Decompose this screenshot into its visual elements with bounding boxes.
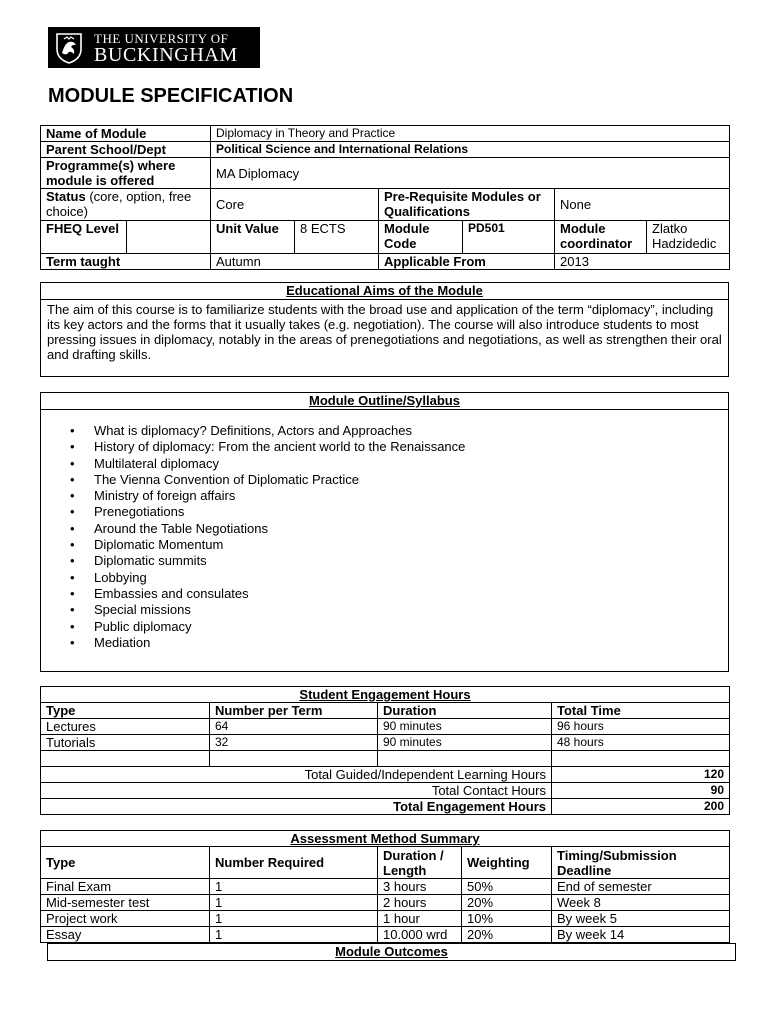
- outcomes-heading: Module Outcomes: [335, 944, 448, 959]
- syllabus-item: • Lobbying: [70, 570, 728, 586]
- assessment-header: Weighting: [462, 847, 552, 879]
- status-label-rest: (core, option, free choice): [46, 189, 192, 219]
- assessment-heading: Assessment Method Summary: [41, 831, 730, 847]
- module-info-table: [40, 125, 730, 270]
- table-row: [41, 751, 730, 767]
- assessment-cell: Week 8: [552, 895, 730, 911]
- engagement-cell: 48 hours: [552, 735, 730, 751]
- table-row: [41, 735, 730, 751]
- guided-hours-label: Total Guided/Independent Learning Hours: [41, 767, 552, 783]
- prereq-value: None: [555, 189, 730, 221]
- term-value: Autumn: [211, 254, 379, 270]
- assessment-cell: 1 hour: [378, 911, 462, 927]
- total-hours-value: 200: [552, 799, 730, 815]
- engagement-cell: [210, 751, 378, 767]
- dept-value: Political Science and International Relations: [211, 142, 730, 158]
- engagement-header: Type: [41, 703, 210, 719]
- assessment-cell: 20%: [462, 895, 552, 911]
- logo-line2: BUCKINGHAM: [94, 44, 238, 66]
- table-row: [41, 895, 730, 911]
- engagement-cell: 90 minutes: [378, 735, 552, 751]
- outcomes-section: [47, 943, 736, 961]
- unit-label: Unit Value: [211, 221, 295, 254]
- page-title: MODULE SPECIFICATION: [48, 85, 294, 107]
- assessment-cell: 50%: [462, 879, 552, 895]
- programme-value: MA Diplomacy: [211, 158, 730, 189]
- engagement-cell: 96 hours: [552, 719, 730, 735]
- logo-line1: THE UNIVERSITY OF: [94, 31, 229, 46]
- assessment-cell: 1: [210, 879, 378, 895]
- assessment-cell: 1: [210, 927, 378, 943]
- coordinator-value: Zlatko Hadzidedic: [647, 221, 730, 254]
- applicable-value: 2013: [555, 254, 730, 270]
- assessment-cell: Mid-semester test: [41, 895, 210, 911]
- syllabus-item: • Mediation: [70, 635, 728, 651]
- table-row: [41, 719, 730, 735]
- status-value: Core: [211, 189, 379, 221]
- engagement-cell: [378, 751, 552, 767]
- assessment-cell: By week 14: [552, 927, 730, 943]
- syllabus-item: • Ministry of foreign affairs: [70, 488, 728, 504]
- assessment-header: Type: [41, 847, 210, 879]
- status-label-bold: Status: [46, 189, 86, 204]
- university-logo: [48, 27, 260, 68]
- syllabus-item: • History of diplomacy: From the ancient world to the Renaissance: [70, 439, 728, 455]
- fheq-value: [127, 221, 211, 254]
- syllabus-item: • Embassies and consulates: [70, 586, 728, 602]
- engagement-cell: 64: [210, 719, 378, 735]
- assessment-cell: Project work: [41, 911, 210, 927]
- engagement-table: [40, 686, 730, 815]
- assessment-cell: 3 hours: [378, 879, 462, 895]
- syllabus-list: [70, 423, 728, 651]
- table-row: [41, 879, 730, 895]
- engagement-cell: Tutorials: [41, 735, 210, 751]
- total-hours-label: Total Engagement Hours: [41, 799, 552, 815]
- assessment-cell: 1: [210, 895, 378, 911]
- assessment-header: Timing/Submission Deadline: [552, 847, 730, 879]
- contact-hours-value: 90: [552, 783, 730, 799]
- engagement-cell: 90 minutes: [378, 719, 552, 735]
- syllabus-item: • Diplomatic summits: [70, 553, 728, 569]
- engagement-cell: [552, 751, 730, 767]
- assessment-cell: By week 5: [552, 911, 730, 927]
- syllabus-item: • The Vienna Convention of Diplomatic Practice: [70, 472, 728, 488]
- engagement-cell: Lectures: [41, 719, 210, 735]
- engagement-heading: Student Engagement Hours: [41, 687, 730, 703]
- syllabus-item: • Around the Table Negotiations: [70, 521, 728, 537]
- assessment-cell: 1: [210, 911, 378, 927]
- table-row: [41, 927, 730, 943]
- engagement-header: Number per Term: [210, 703, 378, 719]
- assessment-cell: 10.000 wrd: [378, 927, 462, 943]
- name-value: Diplomacy in Theory and Practice: [211, 126, 730, 142]
- assessment-cell: 20%: [462, 927, 552, 943]
- prereq-label: Pre-Requisite Modules or Qualifications: [379, 189, 555, 221]
- assessment-header: Number Required: [210, 847, 378, 879]
- applicable-label: Applicable From: [379, 254, 555, 270]
- assessment-cell: 2 hours: [378, 895, 462, 911]
- table-row: [41, 911, 730, 927]
- engagement-header: Duration: [378, 703, 552, 719]
- syllabus-item: • Multilateral diplomacy: [70, 456, 728, 472]
- syllabus-heading: Module Outline/Syllabus: [41, 393, 728, 410]
- assessment-table: [40, 830, 730, 943]
- aims-heading: Educational Aims of the Module: [41, 283, 728, 300]
- programme-label: Programme(s) where module is offered: [41, 158, 211, 189]
- syllabus-item: • Public diplomacy: [70, 619, 728, 635]
- guided-hours-value: 120: [552, 767, 730, 783]
- name-label: Name of Module: [41, 126, 211, 142]
- assessment-cell: Final Exam: [41, 879, 210, 895]
- syllabus-item: • Special missions: [70, 602, 728, 618]
- syllabus-item: • Prenegotiations: [70, 504, 728, 520]
- aims-text: The aim of this course is to familiarize students with the broad use and application of the term “diplomacy”, including its key actors and the forms that it usually takes (e.g. negotiation). The course will also introduce students to most pressing issues in diplomacy, notably in the areas of prenegotiations and negotiations, as well as strengthen their oral and drafting skills.: [47, 302, 722, 362]
- engagement-cell: 32: [210, 735, 378, 751]
- assessment-cell: 10%: [462, 911, 552, 927]
- status-label: [41, 189, 211, 221]
- assessment-cell: End of semester: [552, 879, 730, 895]
- crest-icon: [54, 31, 84, 64]
- engagement-cell: [41, 751, 210, 767]
- code-value: PD501: [463, 221, 555, 254]
- unit-value: 8 ECTS: [295, 221, 379, 254]
- term-label: Term taught: [41, 254, 211, 270]
- assessment-header: Duration / Length: [378, 847, 462, 879]
- aims-section: [40, 282, 729, 377]
- contact-hours-label: Total Contact Hours: [41, 783, 552, 799]
- engagement-header: Total Time: [552, 703, 730, 719]
- syllabus-item: • What is diplomacy? Definitions, Actors and Approaches: [70, 423, 728, 439]
- fheq-label: FHEQ Level: [41, 221, 127, 254]
- syllabus-item: • Diplomatic Momentum: [70, 537, 728, 553]
- dept-label: Parent School/Dept: [41, 142, 211, 158]
- coordinator-label: Module coordinator: [555, 221, 647, 254]
- syllabus-section: [40, 392, 729, 672]
- code-label: Module Code: [379, 221, 463, 254]
- assessment-cell: Essay: [41, 927, 210, 943]
